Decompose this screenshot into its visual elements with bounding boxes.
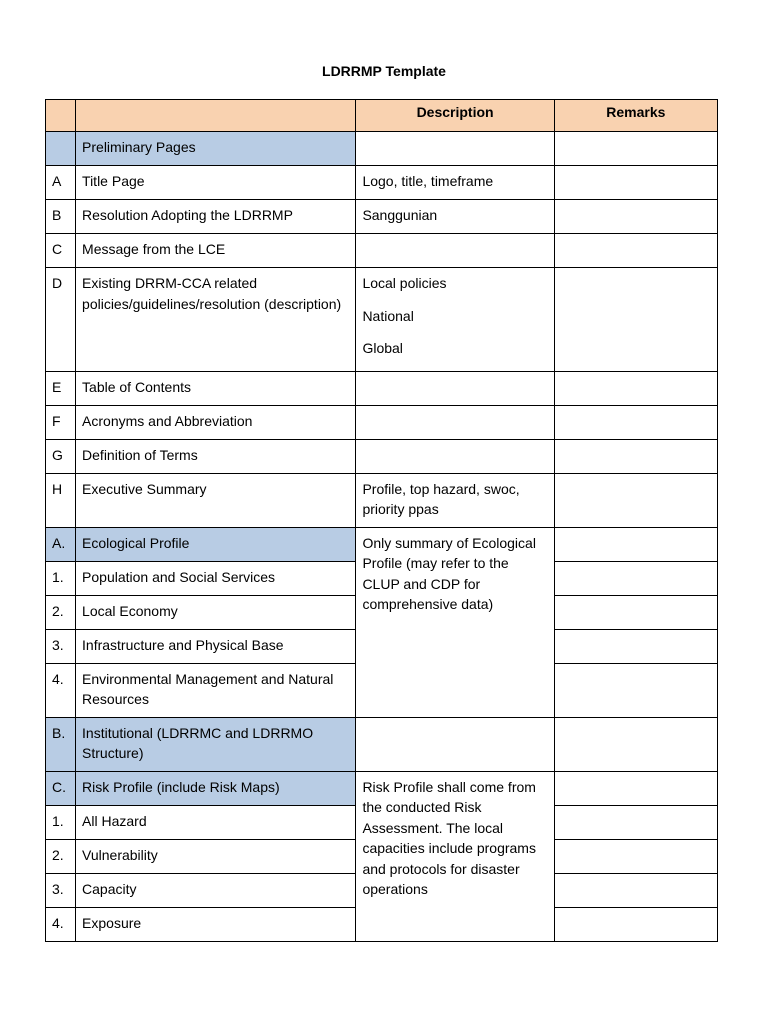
row-item: Risk Profile (include Risk Maps) [76, 771, 356, 805]
table-row [46, 405, 718, 439]
row-label: C. [46, 771, 76, 805]
description-line: Local policies [362, 275, 447, 291]
row-label: 4. [46, 907, 76, 941]
row-description [356, 132, 554, 166]
table-row [46, 234, 718, 268]
row-label: H [46, 473, 76, 527]
table-row [46, 200, 718, 234]
row-remarks [554, 561, 717, 595]
row-item: Infrastructure and Physical Base [76, 629, 356, 663]
row-description [356, 371, 554, 405]
row-remarks [554, 805, 717, 839]
row-label: 1. [46, 561, 76, 595]
row-remarks [554, 268, 717, 372]
row-item: Institutional (LDRRMC and LDRRMO Structure) [76, 717, 356, 771]
header-description: Description [356, 100, 554, 132]
table-row [46, 371, 718, 405]
row-item: Exposure [76, 907, 356, 941]
row-remarks [554, 473, 717, 527]
row-remarks [554, 234, 717, 268]
table-row [46, 268, 718, 372]
table-row [46, 527, 718, 561]
row-item: Table of Contents [76, 371, 356, 405]
description-line: National [362, 307, 414, 324]
row-remarks [554, 873, 717, 907]
row-item: Resolution Adopting the LDRRMP [76, 200, 356, 234]
row-label: A [46, 166, 76, 200]
table-row [46, 166, 718, 200]
row-description [356, 268, 554, 372]
row-item: Capacity [76, 873, 356, 907]
description-line: Global [362, 340, 403, 356]
row-label: 3. [46, 873, 76, 907]
row-remarks [554, 595, 717, 629]
row-label [46, 132, 76, 166]
row-remarks [554, 405, 717, 439]
row-label: 3. [46, 629, 76, 663]
row-item: Message from the LCE [76, 234, 356, 268]
header-label-cell [46, 100, 76, 132]
row-label: E [46, 371, 76, 405]
row-item: Title Page [76, 166, 356, 200]
row-item: Definition of Terms [76, 439, 356, 473]
row-description: Profile, top hazard, swoc, priority ppas [356, 473, 554, 527]
row-remarks [554, 527, 717, 561]
row-remarks [554, 371, 717, 405]
row-label: 4. [46, 663, 76, 717]
table-row [46, 771, 718, 805]
row-label: 2. [46, 595, 76, 629]
table-row [46, 473, 718, 527]
row-label: C [46, 234, 76, 268]
row-label: 2. [46, 839, 76, 873]
row-remarks [554, 717, 717, 771]
header-item-cell [76, 100, 356, 132]
row-remarks [554, 907, 717, 941]
header-remarks: Remarks [554, 100, 717, 132]
ldrrmp-table [45, 99, 718, 942]
row-remarks [554, 200, 717, 234]
row-description [356, 717, 554, 771]
row-description: Only summary of Ecological Profile (may refer to the CLUP and CDP for comprehensive data) [356, 527, 554, 717]
row-remarks [554, 629, 717, 663]
row-label: D [46, 268, 76, 372]
row-remarks [554, 132, 717, 166]
row-remarks [554, 839, 717, 873]
document-title: LDRRMP Template [322, 63, 446, 79]
row-label: G [46, 439, 76, 473]
table-row [46, 439, 718, 473]
row-item: Environmental Management and Natural Resources [76, 663, 356, 717]
row-item: Local Economy [76, 595, 356, 629]
row-description: Logo, title, timeframe [356, 166, 554, 200]
row-label: B. [46, 717, 76, 771]
row-label: F [46, 405, 76, 439]
row-item: Vulnerability [76, 839, 356, 873]
row-description: Sanggunian [356, 200, 554, 234]
table-row [46, 717, 718, 771]
row-remarks [554, 663, 717, 717]
row-item: Acronyms and Abbreviation [76, 405, 356, 439]
row-description [356, 405, 554, 439]
row-description [356, 234, 554, 268]
row-label: 1. [46, 805, 76, 839]
row-label: A. [46, 527, 76, 561]
row-item: Ecological Profile [76, 527, 356, 561]
row-remarks [554, 771, 717, 805]
row-item: All Hazard [76, 805, 356, 839]
row-remarks [554, 166, 717, 200]
table-header-row [46, 100, 718, 132]
row-item: Preliminary Pages [76, 132, 356, 166]
row-remarks [554, 439, 717, 473]
row-description [356, 439, 554, 473]
row-item: Population and Social Services [76, 561, 356, 595]
row-label: B [46, 200, 76, 234]
row-item: Existing DRRM-CCA related policies/guidelines/resolution (description) [76, 268, 356, 372]
table-row [46, 132, 718, 166]
row-description: Risk Profile shall come from the conducted Risk Assessment. The local capacities include programs and protocols for disaster operations [356, 771, 554, 941]
row-item: Executive Summary [76, 473, 356, 527]
